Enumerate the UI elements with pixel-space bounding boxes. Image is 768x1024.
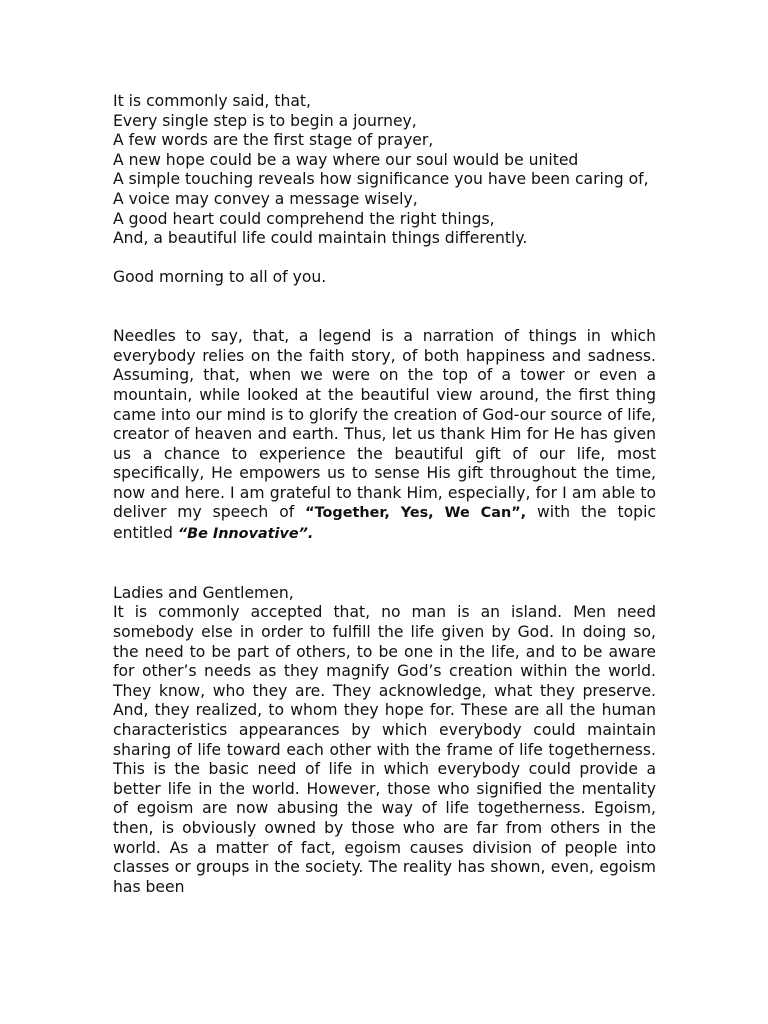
intro-paragraph <box>113 327 656 545</box>
intro-middle: with the topic entitled <box>113 503 656 543</box>
greeting: Good morning to all of you. <box>113 268 327 287</box>
opening-poem <box>113 92 656 249</box>
topic-title: “Be Innovative”. <box>177 526 314 543</box>
poem-line: It is commonly said, that, <box>113 92 311 110</box>
address-line: Ladies and Gentlemen, <box>113 583 294 602</box>
speech-title: “Together, Yes, We Can”, <box>305 505 527 522</box>
poem-line: Every single step is to begin a journey, <box>113 111 417 130</box>
document-page <box>113 92 656 897</box>
poem-line: A simple touching reveals how significance you have been caring of, <box>113 170 649 189</box>
intro-text: Needles to say, that, a legend is a narration of things in which everybody relies on the faith story, of both happiness and sadness. Assuming, that, when we were on the top of a tower or even a mountain, while looked at the beautiful view around, the first thing came into our mind is to glorify the creation of God-our source of life, creator of heaven and earth. Thus, let us thank Him for He has given us a chance to experience the beautiful gift of our life, most specifically, He empowers us to sense His gift throughout the time, now and here. I am grateful to thank Him, especially, for I am able to deliver my speech of <box>113 327 656 522</box>
spacer <box>113 249 656 269</box>
body-paragraph: It is commonly accepted that, no man is an island. Men need somebody else in order to fulfill the life given by God. In doing so, the need to be part of others, to be one in the life, and to be aware for other’s needs as they magnify God’s creation within the world. They know, who they are. They acknowledge, what they preserve. And, they realized, to whom they hope for. These are all the human characteristics appearances by which everybody could maintain sharing of life toward each other with the frame of life togetherness. This is the basic need of life in which everybody could provide a better life in the world. However, those who signified the mentality of egoism are now abusing the way of life togetherness. Egoism, then, is obviously owned by those who are far from others in the world. As a matter of fact, egoism causes division of people into classes or groups in the society. The reality has shown, even, egoism has been <box>113 603 656 896</box>
poem-line: A new hope could be a way where our soul would be united <box>113 150 579 169</box>
poem-line: And, a beautiful life could maintain things differently. <box>113 229 528 248</box>
poem-line: A voice may convey a message wisely, <box>113 189 418 208</box>
spacer <box>113 288 656 327</box>
poem-line: A few words are the first stage of prayer, <box>113 131 434 150</box>
spacer <box>113 545 656 584</box>
poem-line: A good heart could comprehend the right things, <box>113 209 495 228</box>
